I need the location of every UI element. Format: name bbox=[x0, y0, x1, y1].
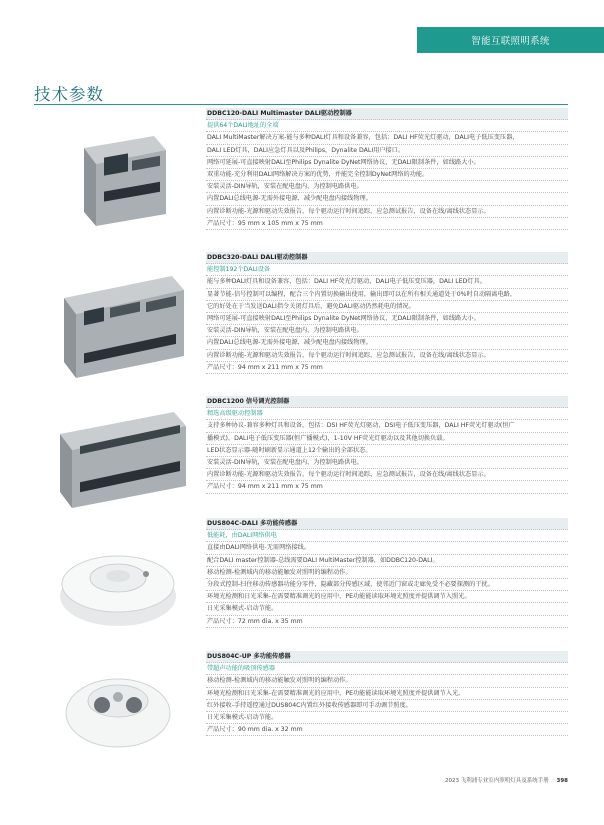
product-image-ddbc320 bbox=[34, 252, 206, 396]
spec-row: 内置DALI总线电源-无需外接电源，减少配电盘内接线物理。 bbox=[206, 337, 568, 349]
spec-row: 能与多种DALI灯具和设备兼容，包括：DALI HF荧光灯驱动，DALI电子低压变压器，DALI LED灯具。 bbox=[206, 276, 568, 288]
spec-row: 环境光检测和日光采集-在需要精准调光的应用中，PE功能能读取环境光照度并提供调节入光。 bbox=[206, 688, 568, 700]
spec-row: 环境光检测和日光采集-在需要精准调光的应用中，PE功能能读取环境光照度并提供调节入照光。 bbox=[206, 591, 568, 603]
product-name: DDBC1200 信号调光控制器 bbox=[206, 396, 568, 408]
spec-row: 产品尺寸：94 mm x 211 mm x 75 mm bbox=[206, 362, 568, 374]
product-tagline: 提供64个DALI地址的全端 bbox=[206, 120, 568, 132]
spec-row: 产品尺寸：72 mm dia. x 35 mm bbox=[206, 616, 568, 628]
spec-row: 双重功能-充分利用DALI网络解决方案的优势，并能完全控制DyNet网络的功能。 bbox=[206, 169, 568, 181]
spec-row: 它的好处在于当发送DALI指令关闭灯具后，避免DALI驱动仍然耗电的情况。 bbox=[206, 301, 568, 313]
spec-row: 内置诊断功能-光源和驱动失效报告，每个驱动运行时间追踪，应急测试报告，设备在线/离线状态显示。 bbox=[206, 469, 568, 481]
section-banner: 智能互联照明系统 bbox=[417, 27, 604, 53]
spec-row: 内置DALI总线电源-无需外接电源，减少配电盘内接线物理。 bbox=[206, 193, 568, 205]
spec-row: 分段式控制-扫住移动传感器功能分零件，隐藏部分传感区域，使邻近门窗或走廊免受不必要探测的干扰。 bbox=[206, 579, 568, 591]
spec-row: LED状态显示器-随时刷新显示通道上12个输出的全部状态。 bbox=[206, 445, 568, 457]
product-image-dus804c-up bbox=[34, 651, 206, 761]
page-number: 398 bbox=[556, 778, 568, 784]
product-name: DDBC320-DALI DALI驱动控制器 bbox=[206, 252, 568, 264]
product-specs-dus804c-dali bbox=[206, 518, 568, 651]
product-specs-ddbc120 bbox=[206, 108, 568, 252]
product-tagline: 低能耗，由DALI网络供电 bbox=[206, 530, 568, 542]
spec-row: 安装灵活-DIN导轨，安装在配电盘内，为控制电路供电。 bbox=[206, 181, 568, 193]
product-specs-ddbc1200 bbox=[206, 396, 568, 518]
product-name: DUS804C-UP 多功能传感器 bbox=[206, 651, 568, 663]
spec-row: 移动检测-检测域内的移动能触发对照明的编程动作。 bbox=[206, 675, 568, 687]
product-list bbox=[34, 108, 568, 761]
product-specs-dus804c-up bbox=[206, 651, 568, 761]
spec-row: 配合DALI master控制器-总线需要DALI MultiMaster控制器，如DDBC120-DALI。 bbox=[206, 555, 568, 567]
page-footer bbox=[0, 776, 568, 784]
product-dus804c-dali bbox=[34, 518, 568, 651]
spec-row: 网络可延展-可直接映射DALI至Philips Dynalite DyNet网络协议，无DALI限制条件，如线路大小。 bbox=[206, 157, 568, 169]
spec-row: 产品尺寸：94 mm x 211 mm x 75 mm bbox=[206, 481, 568, 493]
footer-text: 2023 飞利浦专业室内照明灯具及系统手册 bbox=[445, 778, 549, 784]
spec-row: 产品尺寸：95 mm x 105 mm x 75 mm bbox=[206, 218, 568, 230]
spec-row: 直接由DALI网络供电-无需网络接线。 bbox=[206, 542, 568, 554]
title-divider bbox=[34, 104, 568, 105]
product-specs-ddbc320 bbox=[206, 252, 568, 396]
spec-row: 日光采集模式-启动节能。 bbox=[206, 712, 568, 724]
product-image-dus804c-dali bbox=[34, 518, 206, 651]
spec-row: 安装灵活-DIN导轨，安装在配电盘内，为控制电路供电。 bbox=[206, 325, 568, 337]
product-tagline: 精选高级驱动控制器 bbox=[206, 408, 568, 420]
page-title: 技术参数 bbox=[34, 85, 104, 104]
spec-row: 日光采集模式-启动节能。 bbox=[206, 603, 568, 615]
spec-row: 红外接收-手持遥控通过DUS804C内置红外接收传感器即可手动调节照度。 bbox=[206, 700, 568, 712]
product-dus804c-up bbox=[34, 651, 568, 761]
product-image-ddbc1200 bbox=[34, 396, 206, 518]
product-ddbc120 bbox=[34, 108, 568, 252]
product-ddbc320 bbox=[34, 252, 568, 396]
spec-row: 移动检测-检测域内的移动能触发对照明的编程动作。 bbox=[206, 567, 568, 579]
product-tagline: 带超声功能的吸顶传感器 bbox=[206, 663, 568, 675]
product-name: DDBC120-DALI Multimaster DALI驱动控制器 bbox=[206, 108, 568, 120]
spec-row: 支持多种协议-兼容多种灯具和设备，包括：DSI HF荧光灯驱动，DSI电子低压变压器，DALI HF荧光灯驱动(恒广 bbox=[206, 420, 568, 432]
spec-row: 播模式)，DALI电子低压变压器(恒广播模式)，1-10V HF荧光灯驱动以及其他切换负载。 bbox=[206, 433, 568, 445]
product-image-ddbc120 bbox=[34, 108, 206, 252]
spec-row: 网络可延展-可直接映射DALI至Philips Dynalite DyNet网络协议，无DALI限制条件，如线路大小。 bbox=[206, 313, 568, 325]
spec-row: 内置诊断功能-光源和驱动失效报告，每个驱动运行时间追踪，应急测试报告，设备在线/离线状态显示。 bbox=[206, 350, 568, 362]
spec-row: 产品尺寸：90 mm dia. x 32 mm bbox=[206, 724, 568, 736]
spec-row: DALI MultiMaster解决方案-能与多种DALI灯具和设备兼容，包括：DALI HF荧光灯驱动，DALI电子低压变压器， bbox=[206, 132, 568, 144]
product-name: DUS804C-DALI 多功能传感器 bbox=[206, 518, 568, 530]
spec-row: 内置诊断功能-光源和驱动失效报告，每个驱动运行时间追踪，应急测试报告，设备在线/离线状态显示。 bbox=[206, 206, 568, 218]
spec-row: DALI LED灯具，DALI应急灯具以及Philips，Dynalite DALI用户接口。 bbox=[206, 145, 568, 157]
product-tagline: 能控制192个DALI设备 bbox=[206, 264, 568, 276]
product-ddbc1200 bbox=[34, 396, 568, 518]
spec-row: 显著节能-信号控制可以编程，配合三个内置切换输出使用，输出即可以在所有相关通道处于0%时自动隔离电路， bbox=[206, 289, 568, 301]
spec-row: 安装灵活-DIN导轨，安装在配电盘内，为控制电路供电。 bbox=[206, 457, 568, 469]
